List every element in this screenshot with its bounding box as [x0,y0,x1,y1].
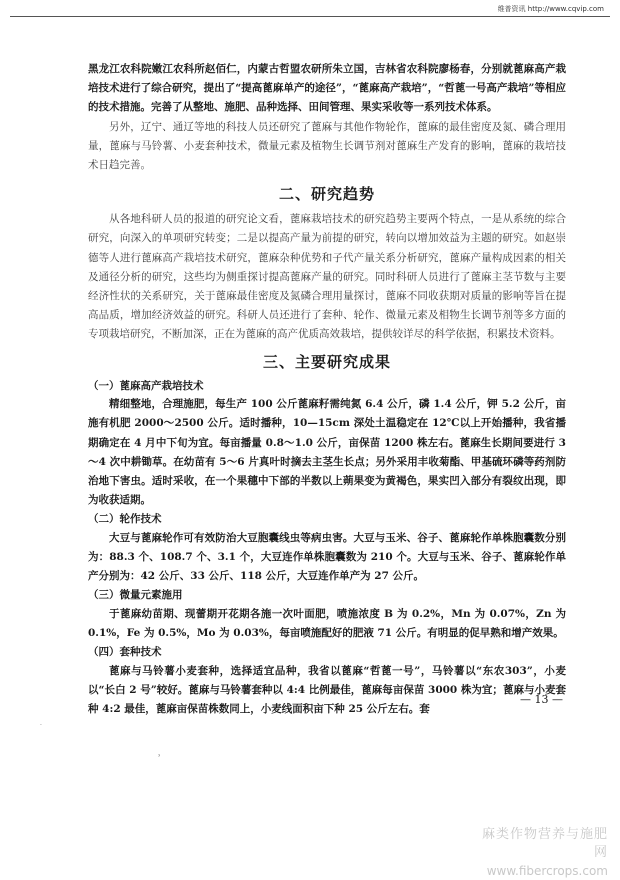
watermark-title: 麻类作物营养与施肥网 [481,827,608,860]
section-3-title: 三、主要研究成果 [262,352,391,371]
intro-paragraph-2: 另外，辽宁、通辽等地的科技人员还研究了蓖麻与其他作物轮作，蓖麻的最佳密度及氮、磷合理用量，蓖麻与马铃薯、小麦套种技术，微量元素及植物生长调节剂对蓖麻生产发育的影响，蓖麻的栽培技术日趋完善。 [88,120,566,172]
scan-speck: ˒ [158,752,161,762]
subsection-body: 大豆与蓖麻轮作可有效防治大豆胞囊线虫等病虫害。大豆与玉米、谷子、蓖麻轮作单株胞囊数分别为：88.3 个、108.7 个、3.1 个，大豆连作单株胞囊数为 210 个。大豆与玉米、谷子、蓖麻轮作单产分别为：42 公斤、33 公斤、118 公斤，大豆连作单产为 27 公斤。 [88,531,566,583]
article-body [88,60,566,719]
header-rule [10,16,610,17]
subsection-heading: （二）轮作技术 [88,513,162,526]
scan-speck: . [40,720,42,727]
section-2-title: 二、研究趋势 [278,185,375,204]
subsection-body: 蓖麻与马铃薯小麦套种，选择适宜品种，我省以蓖麻“哲蓖一号”，马铃薯以“东农303”，小麦以“长白 2 号”较好。蓖麻与马铃薯套种以 4:4 比例最佳，蓖麻每亩保苗 3000 株为宜；蓖麻与小麦套种 4:2 最佳，蓖麻亩保苗株数同上，小麦线面积亩下种 25 公斤左右。套 [88,664,566,716]
page-number: — 13 — [520,693,563,706]
subsection-body: 于蓖麻幼苗期、现蕾期开花期各施一次叶面肥，喷施浓度 B 为 0.2%，Mn 为 0.07%，Zn 为 0.1%，Fe 为 0.5%，Mo 为 0.03%，每亩喷施配好的肥液 71 公斤。有明显的促早熟和增产效果。 [88,607,566,640]
intro-paragraph-1: 黑龙江农科院嫩江农科所赵佰仁，内蒙古哲盟农研所朱立国，吉林省农科院廖杨春，分别就蓖麻高产栽培技术进行了综合研究，提出了“提高蓖麻单产的途径”，“蓖麻高产栽培”，“哲蓖一号高产栽培”等相应的技术措施。完善了从整地、施肥、品种选择、田间管理、果实采收等一系列技术体系。 [88,63,566,114]
subsection-heading: （一）蓖麻高产栽培技术 [88,379,204,392]
subsection-body: 精细整地，合理施肥，每生产 100 公斤蓖麻籽需纯氮 6.4 公斤，磷 1.4 公斤，钾 5.2 公斤，亩施有机肥 2000～2500 公斤。适时播种，10—15cm 深处土温稳定在 12℃以上开始播种，我省播期确定在 4 月中下旬为宜。每亩播量 0.8～1.0 公斤，亩保苗 1200 株左右。蓖麻生长期间要进行 3～4 次中耕锄草。在幼苗有 5～6 片真叶时摘去主茎生长点；另外采用丰收菊酯、甲基硫环磷等药剂防治地下害虫。适时采收，在一个果穗中下部的半数以上蒴果变为黄褐色，果实凹入部分有裂纹出现，即为收获适期。 [88,398,566,507]
subsection-heading: （四）套种技术 [88,646,162,659]
watermark-url: www.fibercrops.com [486,864,608,878]
source-header: 维普资讯 http://www.cqvip.com [497,5,604,13]
subsection-heading: （三）微量元素施用 [88,589,183,602]
section-2-body: 从各地科研人员的报道的研究论文看，蓖麻栽培技术的研究趋势主要两个特点，一是从系统的综合研究，向深入的单项研究转变；二是以提高产量为前提的研究，转向以增加效益为主题的研究。如赵崇德等人进行蓖麻高产栽培技术研究，蓖麻杂种优势和子代产量关系分析研究，蓖麻产量构成因素的相关及通径分析的研究，这些均为侧重探讨提高蓖麻产量的研究。同时科研人员进行了蓖麻主茎节数与主要经济性状的关系研究，关于蓖麻最佳密度及氮磷合理用量探讨，蓖麻不同收获期对质量的影响等旨在提高品质，增加经济效益的研究。科研人员还进行了套种、轮作、微量元素及相物生长调节剂等多方面的专项栽培研究，不断加深，正在为蓖麻的高产优质高效栽培，提供较详尽的科学依据，积累技术资料。 [88,213,566,341]
site-watermark [478,826,608,880]
